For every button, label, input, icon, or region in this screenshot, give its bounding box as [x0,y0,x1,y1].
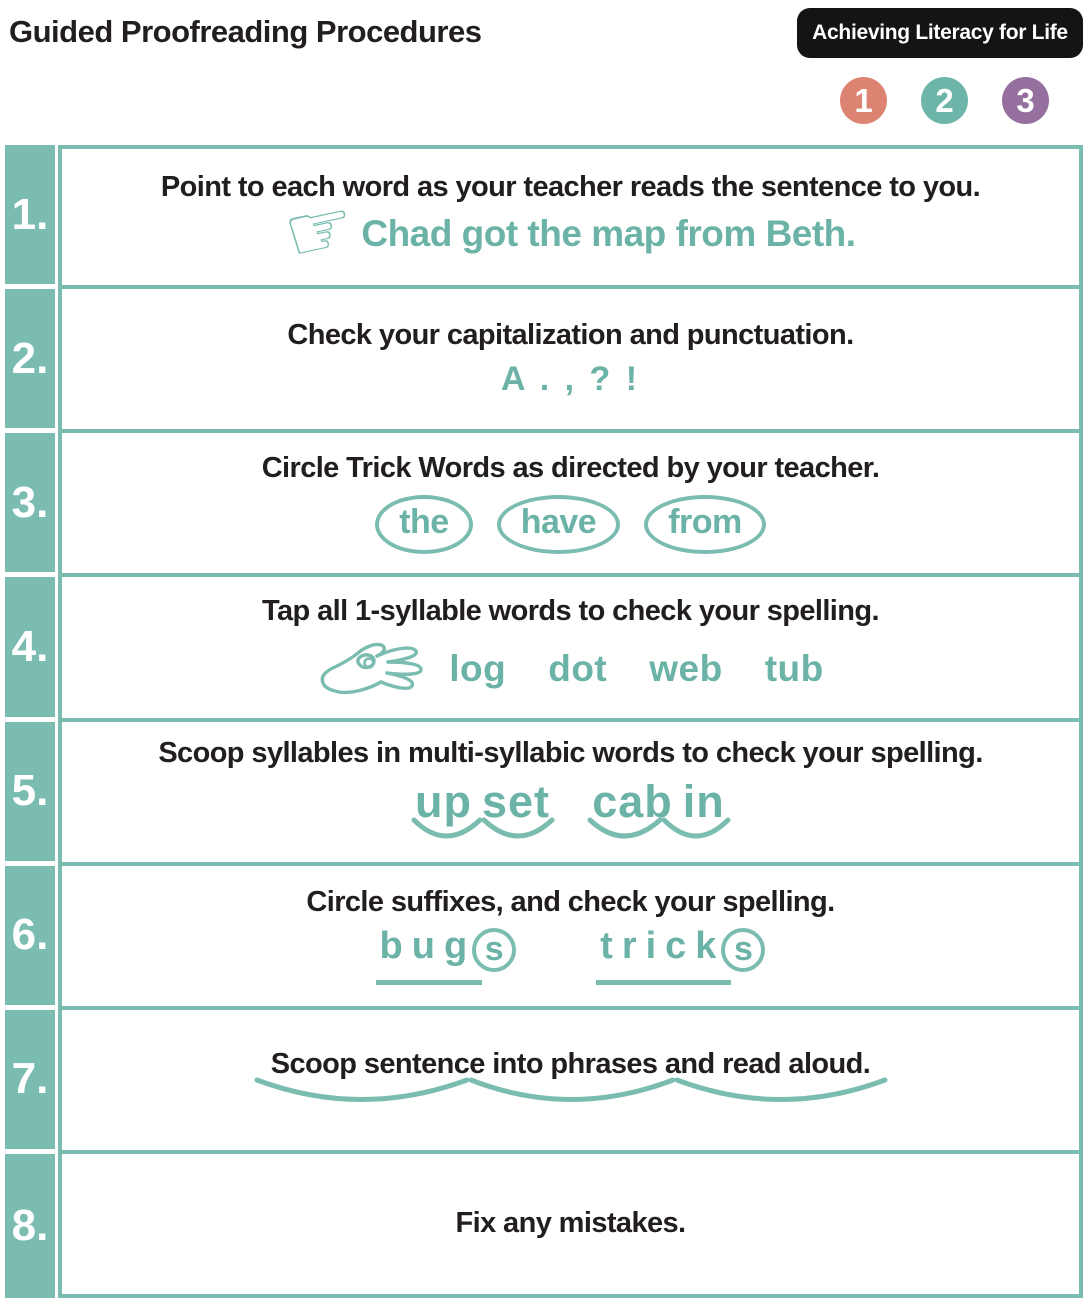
scoop-marks-icon [251,1075,891,1111]
row-content [58,1150,1083,1298]
table-row [5,722,1083,866]
tapping-hand-icon [317,632,435,698]
circled-suffix: s [721,928,765,972]
suffix-examples [376,925,766,985]
syllable: cab [592,775,673,827]
row-content [58,145,1083,289]
row-number: 8. [5,1154,55,1298]
example-sentence: Chad got the map from Beth. [361,213,856,254]
example-word: log [449,648,507,690]
example-punctuation: A . , ? ! [500,359,641,398]
instruction-text: Tap all 1-syllable words to check your spelling. [262,595,879,628]
circled-word: have [497,495,621,554]
instruction-text: Circle suffixes, and check your spelling. [306,885,835,918]
scooped-word [586,776,732,846]
row-number: 2. [5,289,55,433]
scooped-words [410,776,732,846]
step-circle-1: 1 [840,77,887,124]
instruction-text: Scoop syllables in multi-syllabic words to check your spelling. [158,736,983,769]
table-row [5,433,1083,577]
example-word: tub [764,648,824,690]
page-title: Guided Proofreading Procedures [9,14,482,49]
base-word: bug [376,925,483,985]
example-word: dot [548,648,608,690]
table-row [5,289,1083,433]
table-row [5,1154,1083,1298]
instruction-text: Circle Trick Words as directed by your teacher. [261,451,880,484]
scooped-sentence [251,1049,891,1111]
instruction-text: Check your capitalization and punctuation. [287,318,854,351]
scoop-marks-icon [410,816,556,846]
row-number: 1. [5,145,55,289]
table-row [5,577,1083,721]
row-number: 5. [5,722,55,866]
circled-word: from [644,495,766,554]
instruction-text: Fix any mistakes. [455,1206,686,1239]
base-word: trick [596,925,731,985]
example-line [317,632,824,698]
circled-suffix: s [472,928,516,972]
circled-words [375,495,766,554]
table-row [5,1010,1083,1154]
step-circle-2: 2 [921,77,968,124]
syllable: up [414,775,472,827]
syllable: set [481,775,551,827]
row-number: 7. [5,1010,55,1154]
scoop-marks-icon [586,816,732,846]
pointing-hand-icon: ☞ [276,179,364,283]
suffix-word [596,925,765,985]
row-content [58,1006,1083,1154]
step-circle-3: 3 [1002,77,1049,124]
suffix-word [376,925,517,985]
program-badge-label: Achieving Literacy for Life [812,21,1068,44]
row-content [58,285,1083,433]
example-word: web [649,648,723,690]
program-badge [797,8,1083,58]
row-number: 3. [5,433,55,577]
scooped-word [410,776,556,846]
row-content [58,718,1083,866]
row-content [58,573,1083,721]
step-circles [840,77,1049,124]
row-number: 4. [5,577,55,721]
circled-word: the [375,495,473,554]
row-content [58,429,1083,577]
table-row [5,866,1083,1010]
syllable: in [682,775,725,827]
row-number: 6. [5,866,55,1010]
instruction-text: Scoop sentence into phrases and read aloud. [270,1047,871,1080]
procedures-table [5,145,1083,1298]
example-words [449,648,824,698]
instruction-text: Point to each word as your teacher reads the sentence to you. [160,170,981,203]
row-content [58,862,1083,1010]
table-row [5,145,1083,289]
